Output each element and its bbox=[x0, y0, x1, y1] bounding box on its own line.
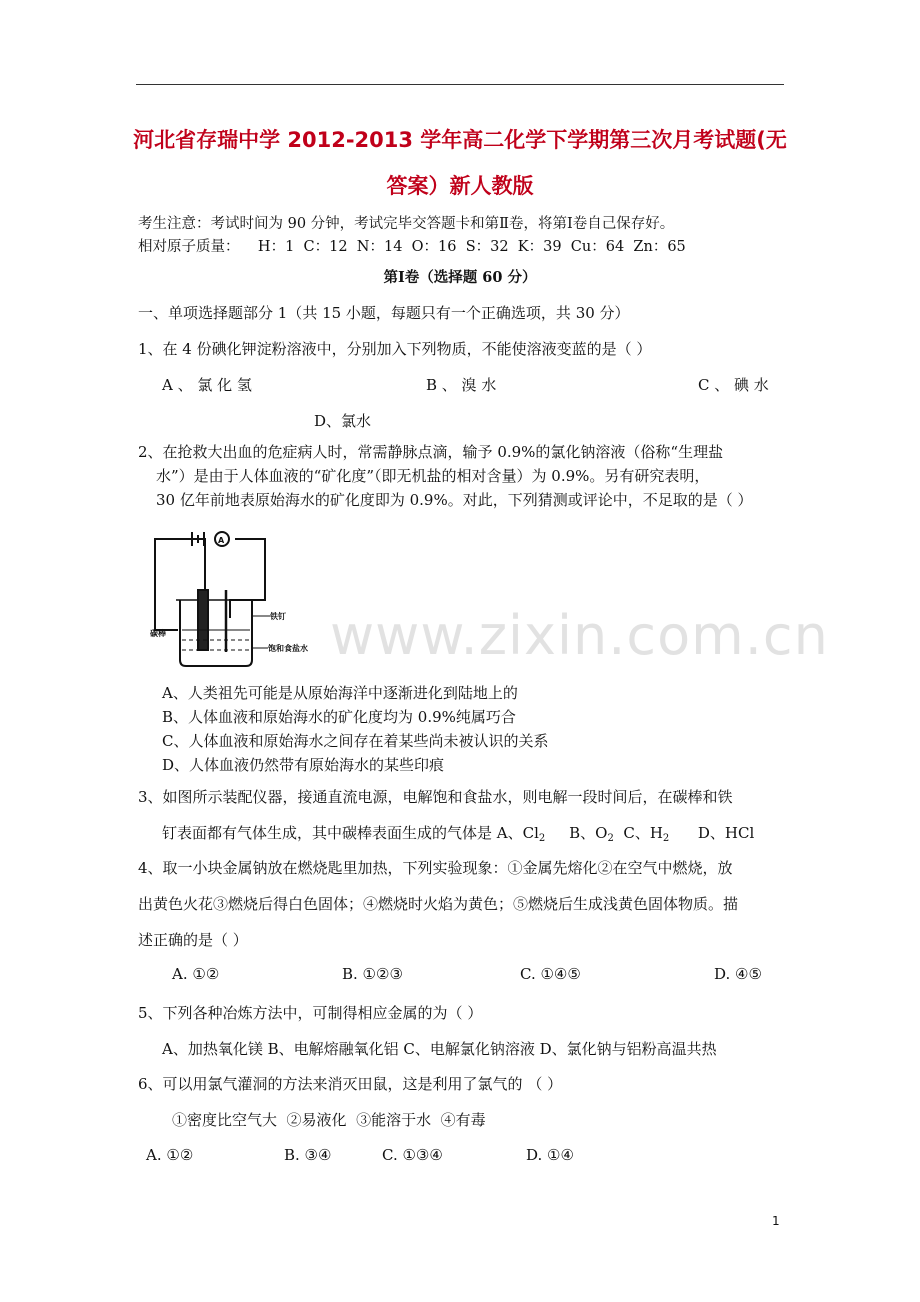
question-4-option-c: C. ①④⑤ bbox=[520, 965, 581, 983]
exam-title-line2: 答案）新人教版 bbox=[386, 174, 534, 198]
question-3-option-b: B、O bbox=[569, 824, 608, 842]
question-5-options: A、加热氧化镁 B、电解熔融氧化铝 C、电解氯化钠溶液 D、氯化钠与铝粉高温共热 bbox=[162, 1040, 717, 1058]
watermark: www.zixin.com.cn bbox=[330, 604, 829, 667]
exam-title-line1: 河北省存瑞中学 2012-2013 学年高二化学下学期第三次月考试题(无 bbox=[133, 128, 787, 152]
question-4-line-3: 述正确的是（ ） bbox=[138, 931, 248, 949]
question-6-option-d: D. ①④ bbox=[526, 1146, 574, 1164]
question-2-line-3: 30 亿年前地表原始海水的矿化度即为 0.9%。对此，下列猜测或评论中，不足取的是（ ） bbox=[156, 491, 753, 509]
question-2-line-2: 水”）是由于人体血液的“矿化度”（即无机盐的相对含量）为 0.9%。另有研究表明， bbox=[156, 467, 710, 485]
question-3-option-d: D、HCl bbox=[697, 824, 755, 842]
question-6-stem: 6、可以用氯气灌洞的方法来消灭田鼠，这是利用了氯气的 （ ） bbox=[138, 1075, 563, 1093]
question-4-option-d: D. ④⑤ bbox=[714, 965, 762, 983]
question-6-option-a: A. ①② bbox=[146, 1146, 194, 1164]
question-6-properties: ①密度比空气大 ②易液化 ③能溶于水 ④有毒 bbox=[172, 1111, 486, 1129]
section-heading: 一、单项选择题部分 1（共 15 小题，每题只有一个正确选项，共 30 分） bbox=[138, 304, 630, 322]
question-2-option-c: C、人体血液和原始海水之间存在着某些尚未被认识的关系 bbox=[162, 732, 549, 750]
header-rule bbox=[136, 84, 784, 85]
question-4-option-b: B. ①②③ bbox=[342, 965, 403, 983]
question-6-option-b: B. ③④ bbox=[284, 1146, 332, 1164]
question-2-option-d: D、人体血液仍然带有原始海水的某些印痕 bbox=[162, 756, 445, 774]
question-2-option-a: A、人类祖先可能是从原始海洋中逐渐进化到陆地上的 bbox=[162, 684, 518, 702]
atomic-mass-table: 相对原子质量： H：1 C：12 N：14 O：16 S：32 K：39 Cu：64 Zn：65 bbox=[138, 239, 686, 255]
question-2-option-b: B、人体血液和原始海水的矿化度均为 0.9%纯属巧合 bbox=[162, 708, 516, 726]
carbon-rod-label: 碳棒 bbox=[150, 629, 166, 638]
question-4-option-a: A. ①② bbox=[172, 965, 220, 983]
saline-solution-label: 饱和食盐水 bbox=[268, 644, 308, 653]
subscript: 2 bbox=[607, 833, 614, 844]
question-1-option-b: B 、 溴 水 bbox=[426, 376, 497, 394]
volume-title: 第Ⅰ卷（选择题 60 分） bbox=[383, 269, 537, 286]
electrolysis-apparatus-figure bbox=[150, 530, 310, 670]
question-3-line-2 bbox=[162, 822, 754, 844]
question-2-line-1: 2、在抢救大出血的危症病人时，常需静脉点滴，输予 0.9%的氯化钠溶液（俗称“生理盐 bbox=[138, 443, 724, 461]
question-1-option-a: A 、 氯 化 氢 bbox=[162, 376, 252, 394]
ammeter-label: A bbox=[218, 536, 225, 545]
question-1-stem: 1、在 4 份碘化钾淀粉溶液中，分别加入下列物质，不能使溶液变蓝的是（ ） bbox=[138, 340, 652, 358]
question-1-option-d: D、氯水 bbox=[314, 412, 372, 430]
subscript: 2 bbox=[662, 833, 670, 844]
question-3-line-1: 3、如图所示装配仪器，接通直流电源，电解饱和食盐水，则电解一段时间后，在碳棒和铁 bbox=[138, 788, 733, 806]
page-number: 1 bbox=[772, 1214, 780, 1228]
question-1-option-c: C 、 碘 水 bbox=[698, 376, 769, 394]
question-3-option-c: C、H bbox=[623, 824, 663, 842]
question-4-line-2: 出黄色火花③燃烧后得白色固体；④燃烧时火焰为黄色；⑤燃烧后生成浅黄色固体物质。描 bbox=[138, 895, 739, 913]
question-6-option-c: C. ①③④ bbox=[382, 1146, 443, 1164]
iron-nail-label: 铁钉 bbox=[270, 612, 286, 621]
question-5-stem: 5、下列各种冶炼方法中，可制得相应金属的为（ ） bbox=[138, 1004, 483, 1022]
subscript: 2 bbox=[538, 833, 546, 844]
question-3-option-a: 钉表面都有气体生成，其中碳棒表面生成的气体是 A、Cl bbox=[162, 824, 539, 842]
question-4-line-1: 4、取一小块金属钠放在燃烧匙里加热，下列实验现象：①金属先熔化②在空气中燃烧，放 bbox=[138, 859, 733, 877]
exam-notice: 考生注意：考试时间为 90 分钟，考试完毕交答题卡和第Ⅱ卷，将第Ⅰ卷自己保存好。 bbox=[138, 216, 675, 232]
